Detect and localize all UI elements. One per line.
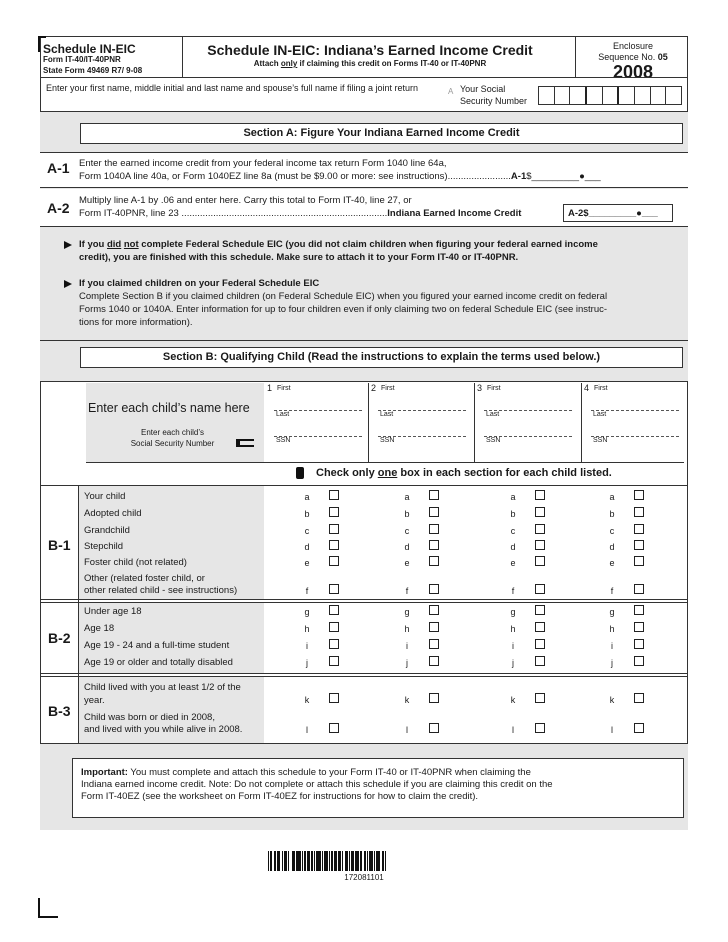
barcode-bar (385, 851, 386, 871)
child-1-checkbox[interactable] (329, 524, 339, 534)
child-2-checkbox[interactable] (429, 656, 439, 666)
child-last-label: Last (593, 411, 607, 418)
child-last-label: Last (486, 411, 500, 418)
child-3-checkbox[interactable] (535, 656, 545, 666)
child-ssn-input[interactable] (270, 425, 366, 451)
child-2-checkbox[interactable] (429, 556, 439, 566)
checkbox-letter: k (510, 695, 516, 705)
child-3-checkbox[interactable] (535, 584, 545, 594)
ssn-digit-box[interactable] (587, 87, 603, 104)
child-name-label: Enter each child’s name here (88, 401, 250, 415)
child-area-bottom-line (86, 462, 684, 463)
ssn-digit-box[interactable] (619, 87, 635, 104)
checkbox-letter: l (406, 725, 408, 735)
checkbox-letter: h (609, 624, 615, 634)
checkbox-letter: j (306, 658, 308, 668)
child-2-checkbox[interactable] (429, 622, 439, 632)
form-title: Schedule IN-EIC: Indiana’s Earned Income Credit (207, 42, 533, 58)
child-1-checkbox[interactable] (329, 693, 339, 703)
enclosure-label: Enclosure (612, 41, 654, 51)
child-number: 4 (584, 383, 590, 393)
checkbox-letter: g (304, 607, 310, 617)
corner-mark-bottom (38, 898, 58, 918)
ssn-digit-box[interactable] (603, 87, 620, 104)
child-2-checkbox[interactable] (429, 639, 439, 649)
b1-other-2: other related child - see instructions) (84, 585, 238, 596)
checkbox-letter: d (510, 542, 516, 552)
name-input[interactable] (42, 94, 442, 110)
checkbox-letter: f (511, 586, 515, 596)
ssn-label-2: Security Number (460, 96, 528, 106)
form-subtitle: Attach only if claiming this credit on Forms IT-40 or IT-40PNR (253, 59, 487, 68)
child-2-checkbox[interactable] (429, 605, 439, 615)
b1-b2-divider (40, 599, 688, 603)
child-1-checkbox[interactable] (329, 490, 339, 500)
child-1-checkbox[interactable] (329, 556, 339, 566)
checkbox-letter: j (406, 658, 408, 668)
checkbox-letter: e (404, 558, 410, 568)
child-4-checkbox[interactable] (634, 540, 644, 550)
child-first-label: First (594, 385, 608, 392)
checkbox-letter: a (404, 492, 410, 502)
checkbox-letter: c (510, 526, 516, 536)
child-label-panel (86, 383, 264, 462)
checkbox-letter: f (305, 586, 309, 596)
child-1-checkbox[interactable] (329, 622, 339, 632)
checkbox-letter: g (510, 607, 516, 617)
b2-row-label: Under age 18 (84, 606, 142, 617)
checkbox-letter: i (406, 641, 408, 651)
child-name-input[interactable] (480, 394, 576, 420)
arrow-icon (64, 241, 72, 249)
child-ssn-label: SSN (276, 437, 291, 444)
child-4-checkbox[interactable] (634, 639, 644, 649)
child-1-checkbox[interactable] (329, 507, 339, 517)
line-a2-label: A-2 (47, 200, 70, 216)
note-children-2: Forms 1040 or 1040A. Enter information for up to four children even if only claiming two on federal Schedule EIC (see instruc- (79, 304, 608, 315)
note-children-title: If you claimed children on your Federal Schedule EIC (79, 278, 320, 289)
pointing-hand-icon (236, 439, 254, 447)
ssn-digit-box[interactable] (635, 87, 651, 104)
barcode (268, 851, 460, 871)
important-line-3: Form IT-40EZ (see the worksheet on Form IT-40EZ for instructions for how to claim the credit). (81, 791, 479, 802)
checkbox-letter: i (306, 641, 308, 651)
sequence-label: Sequence No. 05 (598, 52, 668, 62)
b3-row1-1: Child lived with you at least 1/2 of the (84, 682, 241, 693)
line-a2-amount-input[interactable]: A-2$_________●___ (563, 204, 673, 222)
checkbox-letter: a (609, 492, 615, 502)
note-no-children-2: credit), you are finished with this schedule. Make sure to attach it to your Form IT-40 or IT-40PNR. (79, 252, 519, 263)
checkbox-letter: a (304, 492, 310, 502)
child-4-checkbox[interactable] (634, 656, 644, 666)
child-3-checkbox[interactable] (535, 639, 545, 649)
checkbox-letter: d (304, 542, 310, 552)
form-ref: Form IT-40/IT-40PNR (43, 55, 121, 64)
child-col-divider (474, 383, 475, 462)
checkbox-letter: e (609, 558, 615, 568)
child-2-checkbox[interactable] (429, 584, 439, 594)
checkbox-letter: b (510, 509, 516, 519)
child-4-checkbox[interactable] (634, 693, 644, 703)
checkbox-letter: k (404, 695, 410, 705)
checkbox-letter: k (304, 695, 310, 705)
child-name-input[interactable] (374, 394, 470, 420)
child-1-checkbox[interactable] (329, 605, 339, 615)
state-form: State Form 49469 R7/ 9-08 (43, 66, 143, 75)
checkbox-letter: d (609, 542, 615, 552)
child-col-divider (368, 383, 369, 462)
checkbox-letter: f (405, 586, 409, 596)
checkbox-letter: c (609, 526, 615, 536)
child-first-label: First (381, 385, 395, 392)
ssn-digit-box[interactable] (539, 87, 555, 104)
ssn-marker: A (448, 87, 454, 96)
checkbox-letter: h (404, 624, 410, 634)
child-first-label: First (277, 385, 291, 392)
check-hand-icon (296, 467, 304, 479)
note-children-3: tions for more information). (79, 317, 193, 328)
line-a2-text-1: Multiply line A-1 by .06 and enter here. Carry this total to Form IT-40, line 27, or (79, 195, 412, 206)
b-grid-col-line (78, 486, 79, 743)
child-4-checkbox[interactable] (634, 723, 644, 733)
child-ssn-label: SSN (486, 437, 501, 444)
child-3-checkbox[interactable] (535, 490, 545, 500)
b1-row-label: Grandchild (84, 525, 130, 536)
b1-row-label: Adopted child (84, 508, 142, 519)
checkbox-letter: b (404, 509, 410, 519)
ssn-digit-box[interactable] (555, 87, 571, 104)
child-3-checkbox[interactable] (535, 605, 545, 615)
checkbox-letter: c (404, 526, 410, 536)
b3-row2-2: and lived with you while alive in 2008. (84, 724, 243, 735)
child-1-checkbox[interactable] (329, 540, 339, 550)
b2-row-label: Age 19 - 24 and a full-time student (84, 640, 230, 651)
child-4-checkbox[interactable] (634, 524, 644, 534)
form-name: Schedule IN-EIC (43, 42, 136, 56)
section-b-title: Section B: Qualifying Child (Read the instructions to explain the terms used below.) (80, 347, 683, 368)
note-no-children-1: If you did not complete Federal Schedule EIC (you did not claim children when figuring your federal earned income (79, 239, 598, 250)
ssn-digit-box[interactable] (651, 87, 667, 104)
child-number: 2 (371, 383, 377, 393)
name-instruction: Enter your first name, middle initial and last name and spouse’s full name if filing a joint return (46, 83, 419, 93)
checkbox-letter: l (306, 725, 308, 735)
line-a2-text-2: Form IT-40PNR, line 23 ..............................................................................Indiana Earned Income Credit (79, 208, 522, 219)
child-4-checkbox[interactable] (634, 605, 644, 615)
child-name-input[interactable] (587, 394, 683, 420)
line-a1-label: A-1 (47, 160, 70, 176)
checkbox-letter: i (512, 641, 514, 651)
important-line-2: Indiana earned income credit. Note: Do not complete or attach this schedule if you are claiming this credit on the (81, 779, 553, 790)
child-name-input[interactable] (270, 394, 366, 420)
child-ssn-input[interactable] (587, 425, 683, 451)
line-a1-text-1: Enter the earned income credit from your federal income tax return Form 1040 line 64a, (79, 158, 447, 169)
b2-row-label: Age 19 or older and totally disabled (84, 657, 233, 668)
child-2-checkbox[interactable] (429, 540, 439, 550)
child-last-label: Last (380, 411, 394, 418)
child-4-checkbox[interactable] (634, 622, 644, 632)
child-4-checkbox[interactable] (634, 556, 644, 566)
check-instruction: Check only one box in each section for each child listed. (316, 467, 612, 479)
arrow-icon (64, 280, 72, 288)
child-3-checkbox[interactable] (535, 524, 545, 534)
child-1-checkbox[interactable] (329, 656, 339, 666)
b3-label: B-3 (48, 703, 71, 719)
child-3-checkbox[interactable] (535, 622, 545, 632)
line-a1-text-2: Form 1040A line 40a, or Form 1040EZ line 8a (must be $9.00 or more: see instructions)........................A-1$_________●___ (79, 171, 601, 182)
child-2-checkbox[interactable] (429, 490, 439, 500)
b3-row2-1: Child was born or died in 2008, (84, 712, 215, 723)
checkbox-letter: i (611, 641, 613, 651)
child-ssn-label-2: Social Security Number (130, 439, 215, 448)
child-1-checkbox[interactable] (329, 723, 339, 733)
checkbox-letter: g (609, 607, 615, 617)
b1-row-label: Stepchild (84, 541, 124, 552)
child-3-checkbox[interactable] (535, 507, 545, 517)
child-3-checkbox[interactable] (535, 723, 545, 733)
checkbox-letter: j (512, 658, 514, 668)
child-number: 3 (477, 383, 483, 393)
ssn-digit-box[interactable] (666, 87, 681, 104)
child-ssn-label-1: Enter each child’s (141, 428, 204, 437)
child-1-checkbox[interactable] (329, 584, 339, 594)
child-ssn-label: SSN (593, 437, 608, 444)
b2-label: B-2 (48, 630, 71, 646)
checkbox-letter: c (304, 526, 310, 536)
child-3-checkbox[interactable] (535, 693, 545, 703)
b3-row1-2: year. (84, 695, 105, 706)
tax-year: 2008 (612, 62, 654, 82)
child-4-checkbox[interactable] (634, 584, 644, 594)
section-a-title: Section A: Figure Your Indiana Earned Income Credit (80, 123, 683, 144)
child-first-label: First (487, 385, 501, 392)
b1-row-label: Your child (84, 491, 126, 502)
checkbox-letter: e (510, 558, 516, 568)
child-4-checkbox[interactable] (634, 490, 644, 500)
b2-row-label: Age 18 (84, 623, 115, 634)
child-3-checkbox[interactable] (535, 540, 545, 550)
b1-row-label: Foster child (not related) (84, 557, 187, 568)
child-2-checkbox[interactable] (429, 507, 439, 517)
child-col-divider (581, 383, 582, 462)
barcode-number: 172081101 (344, 873, 384, 882)
child-ssn-input[interactable] (480, 425, 576, 451)
important-line-1: Important: You must complete and attach this schedule to your Form IT-40 or IT-40PNR when claiming the (81, 767, 531, 778)
ssn-digit-box[interactable] (570, 87, 587, 104)
child-4-checkbox[interactable] (634, 507, 644, 517)
child-2-checkbox[interactable] (429, 693, 439, 703)
child-3-checkbox[interactable] (535, 556, 545, 566)
checkbox-letter: f (610, 586, 614, 596)
checkbox-letter: b (304, 509, 310, 519)
b1-label: B-1 (48, 537, 71, 553)
note-children-1: Complete Section B if you claimed children (on Federal Schedule EIC) when you figured your earned income credit on federal (79, 291, 608, 302)
child-number: 1 (267, 383, 273, 393)
child-last-label: Last (276, 411, 290, 418)
child-ssn-label: SSN (380, 437, 395, 444)
ssn-label-1: Your Social (460, 84, 506, 94)
checkbox-letter: b (609, 509, 615, 519)
checkbox-letter: d (404, 542, 410, 552)
line-a1-amount-input[interactable] (590, 168, 680, 182)
checkbox-letter: l (611, 725, 613, 735)
checkbox-letter: g (404, 607, 410, 617)
child-2-checkbox[interactable] (429, 524, 439, 534)
child-1-checkbox[interactable] (329, 639, 339, 649)
checkbox-letter: a (510, 492, 516, 502)
b2-b3-divider (40, 673, 688, 677)
checkbox-letter: e (304, 558, 310, 568)
checkbox-letter: k (609, 695, 615, 705)
header-divider-right (575, 37, 576, 77)
checkbox-letter: h (304, 624, 310, 634)
checkbox-letter: h (510, 624, 516, 634)
checkbox-letter: j (611, 658, 613, 668)
checkbox-letter: l (512, 725, 514, 735)
child-ssn-input[interactable] (374, 425, 470, 451)
header-divider-left (182, 37, 183, 77)
child-2-checkbox[interactable] (429, 723, 439, 733)
b1-other-1: Other (related foster child, or (84, 573, 205, 584)
ssn-input[interactable] (538, 86, 682, 105)
